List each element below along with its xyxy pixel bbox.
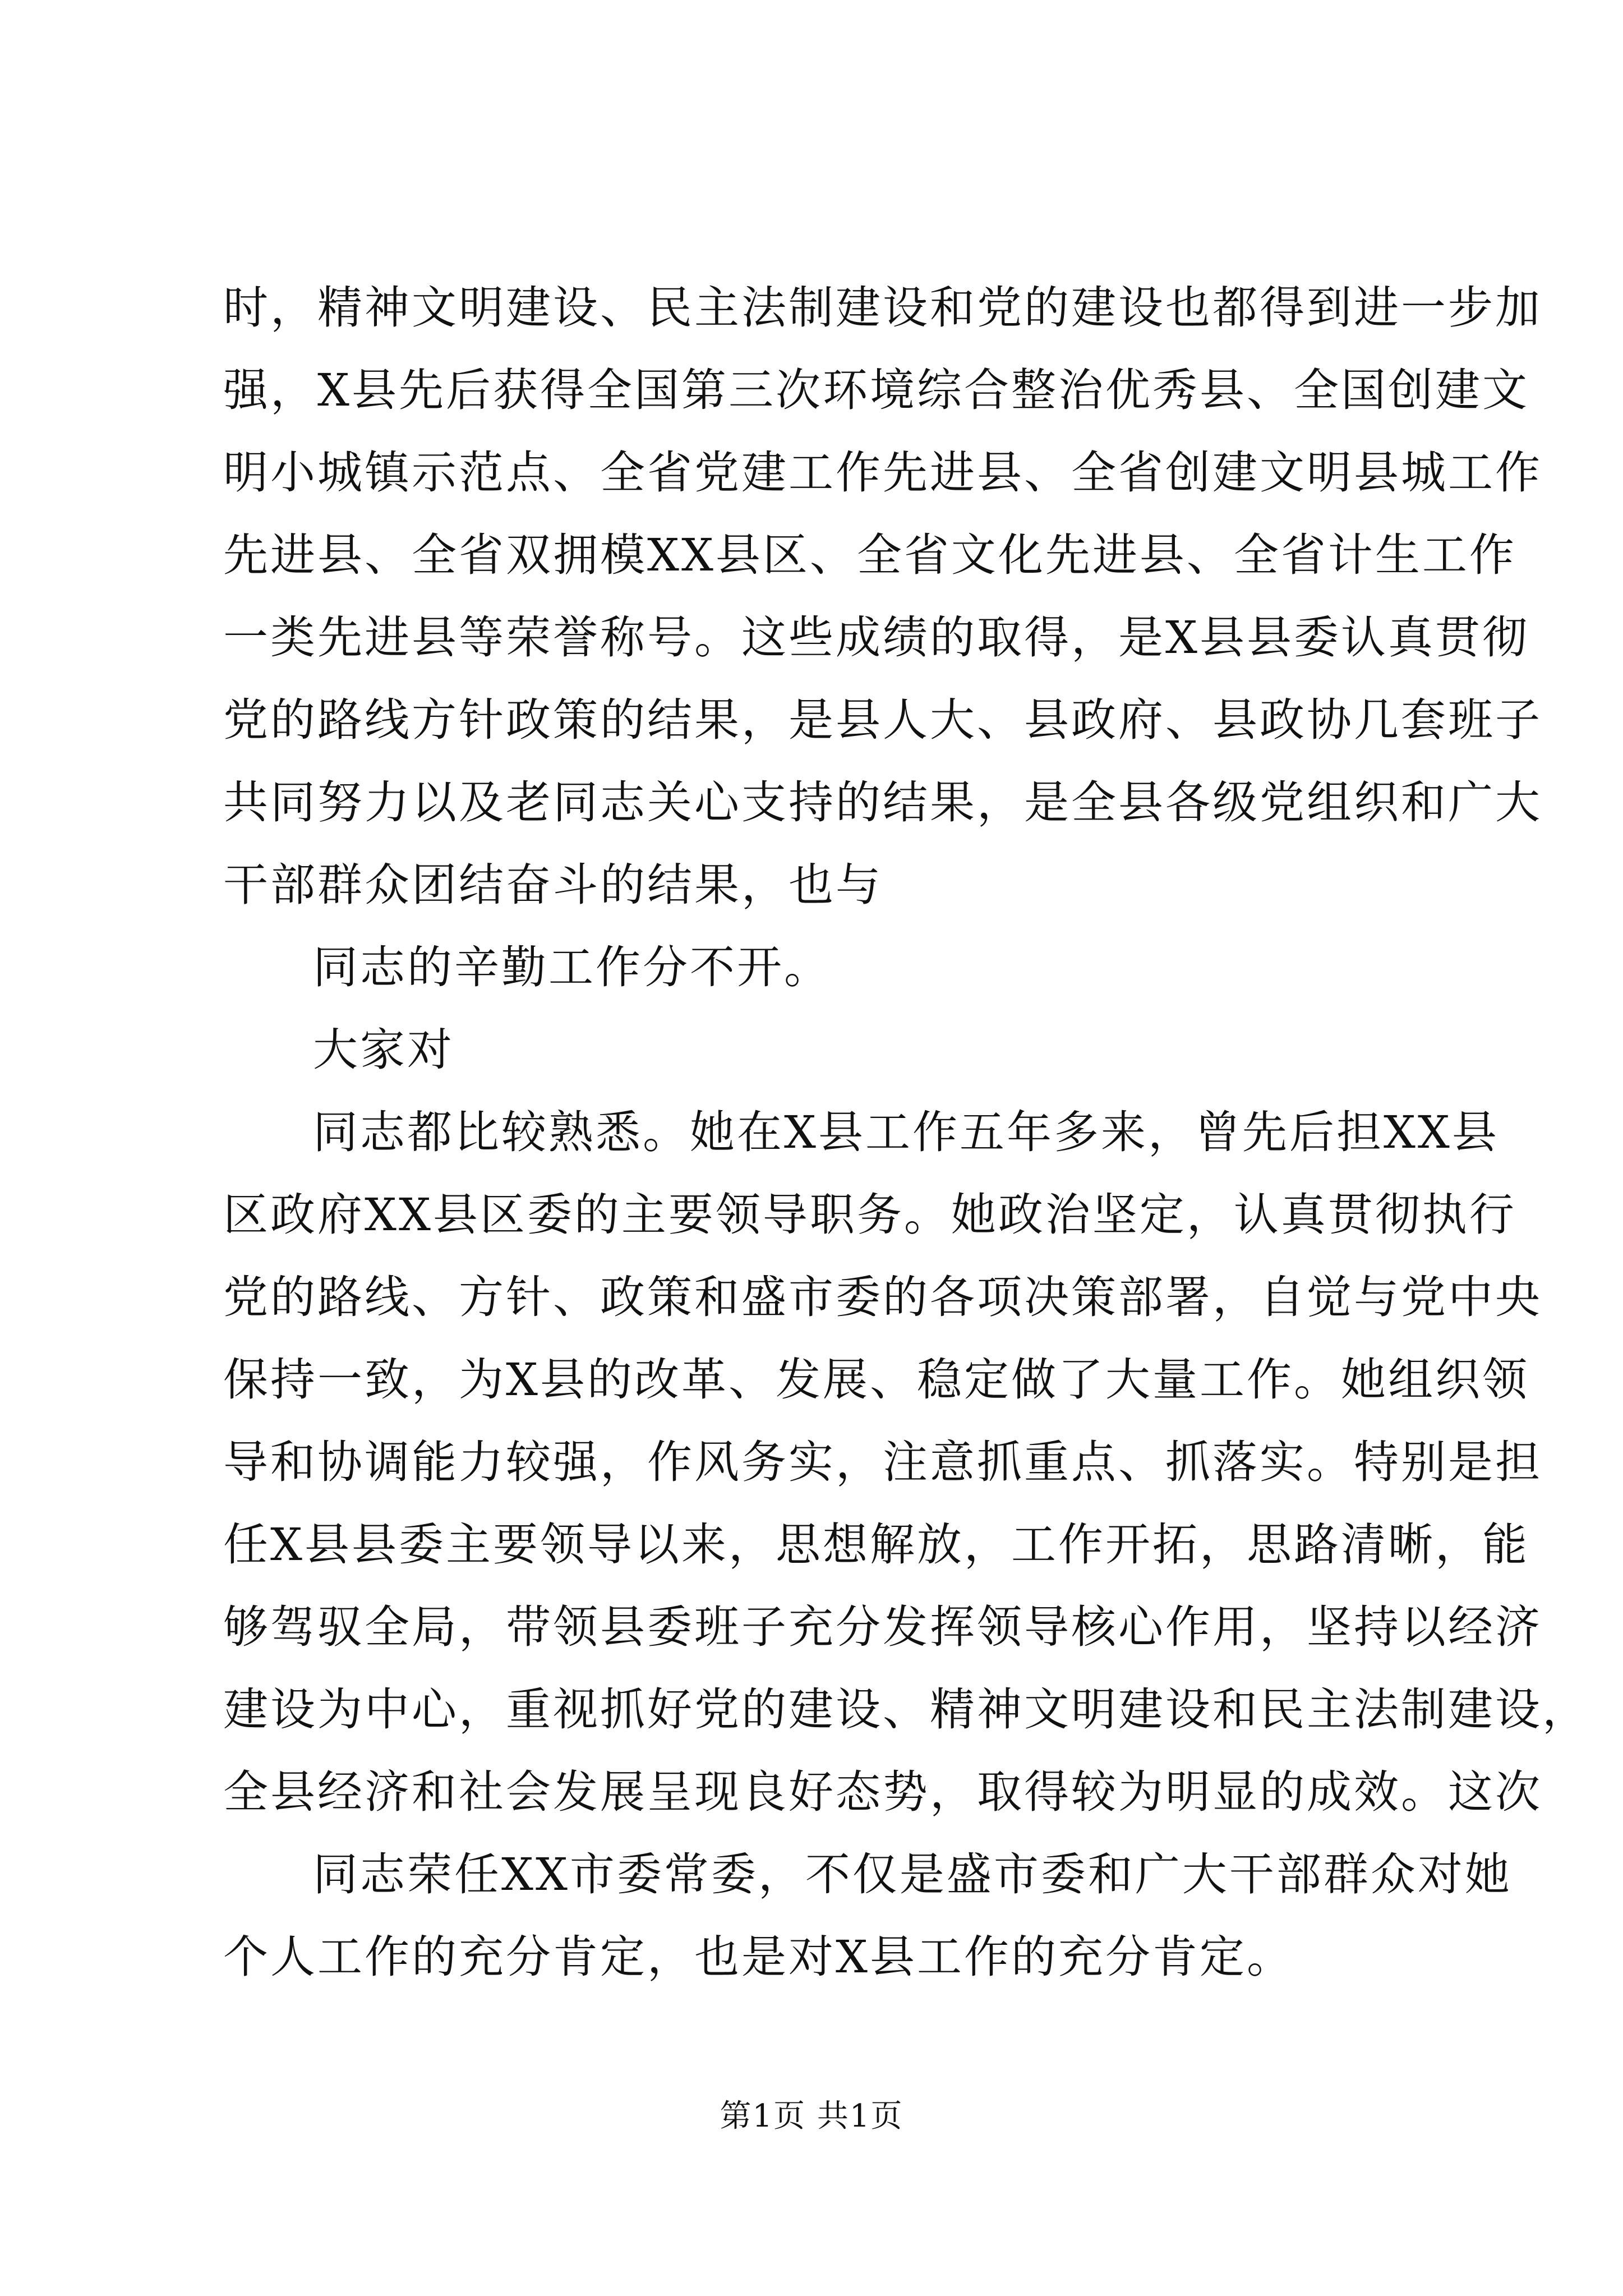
text-line: 干部群众团结奋斗的结果，也与 (223, 859, 883, 911)
text-line: 明小城镇示范点、全省党建工作先进县、全省创建文明县城工作 (223, 447, 1542, 499)
text-line: 同志的辛勤工作分不开。 (313, 941, 831, 993)
text-line: 共同努力以及老同志关心支持的结果，是全县各级党组织和广大 (223, 776, 1542, 829)
text-line: 导和协调能力较强，作风务实，注意抓重点、抓落实。特别是担 (223, 1436, 1542, 1488)
text-line: 保持一致，为X县的改革、发展、稳定做了大量工作。她组织领 (223, 1354, 1529, 1406)
text-line: 党的路线、方针、政策和盛市委的各项决策部署，自觉与党中央 (223, 1271, 1542, 1323)
text-line: 同志都比较熟悉。她在X县工作五年多来，曾先后担XX县 (313, 1106, 1499, 1158)
text-line: 强，X县先后获得全国第三次环境综合整治优秀县、全国创建文 (223, 364, 1529, 416)
page-footer: 第1页 共1页 (720, 2098, 903, 2134)
text-line: 先进县、全省双拥模XX县区、全省文化先进县、全省计生工作 (223, 529, 1516, 581)
text-line: 建设为中心，重视抓好党的建设、精神文明建设和民主法制建设， (223, 1683, 1589, 1736)
text-line: 同志荣任XX市委常委，不仅是盛市委和广大干部群众对她 (313, 1848, 1512, 1901)
text-line: 够驾驭全局，带领县委班子充分发挥领导核心作用，坚持以经济 (223, 1601, 1542, 1653)
text-line: 党的路线方针政策的结果，是县人大、县政府、县政协几套班子 (223, 694, 1542, 746)
text-line: 大家对 (313, 1024, 454, 1076)
text-line: 个人工作的充分肯定，也是对X县工作的充分肯定。 (223, 1931, 1294, 1983)
text-line: 全县经济和社会发展呈现良好态势，取得较为明显的成效。这次 (223, 1766, 1542, 1818)
text-line: 一类先进县等荣誉称号。这些成绩的取得，是X县县委认真贯彻 (223, 611, 1529, 664)
text-line: 区政府XX县区委的主要领导职务。她政治坚定，认真贯彻执行 (223, 1189, 1516, 1241)
document-body (223, 266, 1589, 1998)
text-line: 任X县县委主要领导以来，思想解放，工作开拓，思路清晰，能 (223, 1519, 1529, 1571)
text-line: 时，精神文明建设、民主法制建设和党的建设也都得到进一步加 (223, 282, 1542, 334)
